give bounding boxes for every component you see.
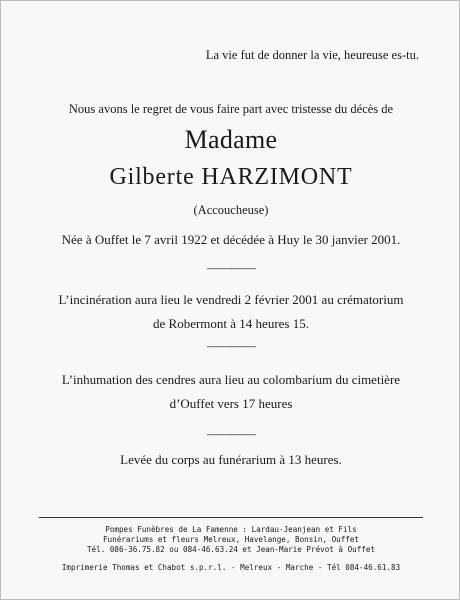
footer-printer: Imprimerie Thomas et Chabot s.p.r.l. - Melreux - Marche - Tél 084-46.61.83	[61, 563, 401, 572]
footer-funeral-home-2: Funérariums et fleurs Melreux, Havelange, Bonsin, Ouffet	[102, 535, 360, 544]
inhumation-line-2: d’Ouffet vers 17 heures	[169, 396, 293, 411]
birth-death-dates: Née à Ouffet le 7 avril 1922 et décédée à Huy le 30 janvier 2001.	[61, 232, 401, 247]
incineration-line-1: L’incinération aura lieu le vendredi 2 février 2001 au crématorium	[58, 292, 404, 307]
inhumation-line-1: L’inhumation des cendres aura lieu au colombarium du cimetière	[61, 372, 401, 387]
footer-phones: Tél. 086-36.75.82 ou 084-46.63.24 et Jean-Marie Prévot à Ouffet	[86, 545, 376, 554]
footer-divider	[39, 517, 423, 518]
incineration-line-2: de Robermont à 14 heures 15.	[153, 316, 309, 331]
deceased-name: Gilberte HARZIMONT	[109, 164, 353, 190]
footer-funeral-home-1: Pompes Funèbres de La Famenne : Lardau-Jeanjean et Fils	[105, 525, 357, 534]
separator: ————	[207, 338, 255, 353]
intro-text: Nous avons le regret de vous faire part avec tristesse du décès de	[68, 102, 394, 116]
deceased-title: Madame	[184, 125, 278, 154]
separator: ————	[207, 260, 255, 275]
separator: ————	[207, 426, 255, 441]
levee-paragraph: Levée du corps au funérarium à 13 heures.	[120, 452, 342, 467]
inhumation-paragraph	[1, 368, 460, 416]
incineration-paragraph	[1, 288, 460, 336]
deceased-profession: (Accoucheuse)	[193, 203, 269, 217]
epigraph: La vie fut de donner la vie, heureuse es-tu.	[205, 48, 419, 62]
